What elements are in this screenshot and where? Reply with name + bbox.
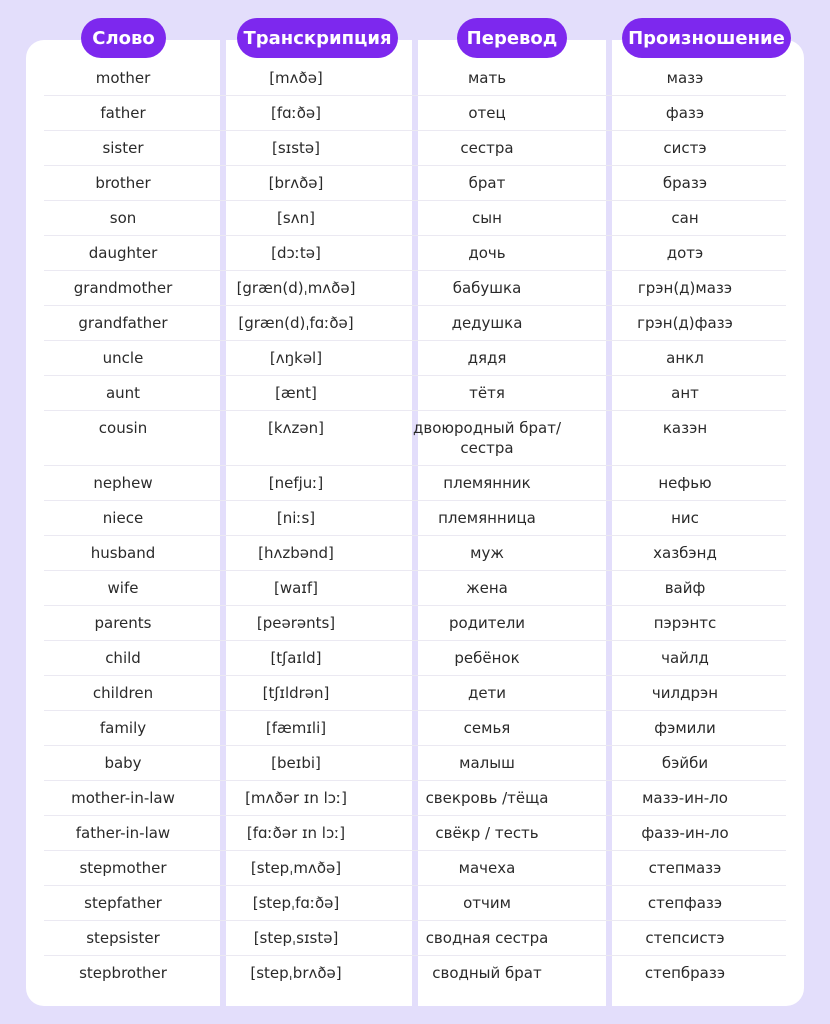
- transcription-cell: [fæmɪli]: [265, 719, 327, 737]
- table-row: [44, 571, 786, 606]
- word-cell: cousin: [98, 419, 148, 437]
- table-row: [44, 851, 786, 886]
- pronunciation-cell: грэн(д)фазэ: [637, 314, 733, 332]
- table-row: [44, 166, 786, 201]
- table-row: [44, 61, 786, 96]
- table-row: [44, 306, 786, 341]
- transcription-cell: [ænt]: [275, 384, 317, 402]
- word-cell: child: [105, 649, 141, 667]
- pronunciation-cell: нис: [671, 509, 699, 527]
- pronunciation-cell: степмазэ: [648, 859, 722, 877]
- word-cell: brother: [95, 174, 151, 192]
- pronunciation-cell: нефью: [658, 474, 712, 492]
- table-row: [44, 746, 786, 781]
- header-translation: Перевод: [457, 18, 567, 58]
- table-row: [44, 466, 786, 501]
- translation-cell: отец: [468, 104, 506, 122]
- translation-cell: отчим: [463, 894, 511, 912]
- transcription-cell: [nefjuː]: [268, 474, 324, 492]
- transcription-cell: [stepˌmʌðə]: [250, 859, 342, 877]
- translation-cell: свекровь /тёща: [425, 789, 549, 807]
- pronunciation-cell: ант: [671, 384, 699, 402]
- table-row: [44, 606, 786, 641]
- table-row: [44, 501, 786, 536]
- word-cell: stepbrother: [79, 964, 167, 982]
- word-cell: baby: [104, 754, 142, 772]
- translation-cell: жена: [466, 579, 508, 597]
- pronunciation-cell: казэн: [662, 419, 708, 437]
- header-pronunciation: Произношение: [622, 18, 791, 58]
- transcription-cell: [sʌn]: [277, 209, 315, 227]
- word-cell: mother: [95, 69, 151, 87]
- translation-cell: сестра: [460, 139, 514, 157]
- pronunciation-cell: степбразэ: [644, 964, 726, 982]
- table-row: [44, 411, 786, 466]
- word-cell: family: [99, 719, 147, 737]
- translation-cell: бабушка: [452, 279, 522, 297]
- transcription-cell: [brʌðə]: [268, 174, 324, 192]
- translation-cell: муж: [470, 544, 504, 562]
- table-row: [44, 96, 786, 131]
- header-word: Слово: [81, 18, 166, 58]
- pronunciation-cell: мазэ: [666, 69, 704, 87]
- translation-cell: дедушка: [451, 314, 523, 332]
- transcription-cell: [peərənts]: [256, 614, 336, 632]
- table-row: [44, 536, 786, 571]
- word-cell: aunt: [105, 384, 141, 402]
- transcription-cell: [stepˌsɪstə]: [253, 929, 339, 947]
- table-row: [44, 641, 786, 676]
- word-cell: mother-in-law: [71, 789, 175, 807]
- pronunciation-cell: фазэ-ин-ло: [641, 824, 729, 842]
- word-cell: niece: [102, 509, 144, 527]
- transcription-cell: [niːs]: [276, 509, 316, 527]
- word-cell: stepfather: [84, 894, 162, 912]
- word-cell: children: [92, 684, 154, 702]
- word-cell: grandmother: [73, 279, 173, 297]
- transcription-cell: [tʃaɪld]: [270, 649, 322, 667]
- pronunciation-cell: степсистэ: [645, 929, 725, 947]
- transcription-cell: [sɪstə]: [271, 139, 321, 157]
- pronunciation-cell: чайлд: [661, 649, 709, 667]
- translation-cell: племянница: [438, 509, 536, 527]
- pronunciation-cell: фазэ: [665, 104, 705, 122]
- word-cell: father-in-law: [75, 824, 171, 842]
- translation-cell: родители: [448, 614, 526, 632]
- transcription-cell: [mʌðə]: [269, 69, 323, 87]
- pronunciation-cell: дотэ: [666, 244, 704, 262]
- header-transcription: Транскрипция: [237, 18, 398, 58]
- transcription-cell: [stepˌfɑːðə]: [252, 894, 340, 912]
- pronunciation-cell: грэн(д)мазэ: [637, 279, 733, 297]
- pronunciation-cell: бразэ: [662, 174, 708, 192]
- transcription-cell: [fɑːðər ɪn lɔː]: [246, 824, 346, 842]
- translation-cell: сын: [472, 209, 502, 227]
- table-row: [44, 341, 786, 376]
- translation-cell: сводная сестра: [425, 929, 549, 947]
- translation-cell: двоюродный брат/ сестра: [412, 419, 561, 457]
- pronunciation-cell: анкл: [666, 349, 704, 367]
- table-row: [44, 711, 786, 746]
- word-cell: uncle: [102, 349, 144, 367]
- pronunciation-cell: чилдрэн: [651, 684, 719, 702]
- transcription-cell: [stepˌbrʌðə]: [250, 964, 342, 982]
- word-cell: husband: [90, 544, 156, 562]
- pronunciation-cell: фэмили: [654, 719, 716, 737]
- table-row: [44, 956, 786, 991]
- word-cell: nephew: [93, 474, 153, 492]
- translation-cell: свёкр / тесть: [435, 824, 539, 842]
- word-cell: parents: [94, 614, 152, 632]
- table-row: [44, 781, 786, 816]
- word-cell: wife: [107, 579, 139, 597]
- word-cell: sister: [102, 139, 144, 157]
- table-row: [44, 131, 786, 166]
- transcription-cell: [dɔːtə]: [271, 244, 321, 262]
- table-row: [44, 271, 786, 306]
- translation-cell: дядя: [467, 349, 507, 367]
- word-cell: father: [100, 104, 146, 122]
- word-cell: grandfather: [78, 314, 168, 332]
- translation-cell: дети: [467, 684, 507, 702]
- transcription-cell: [beɪbi]: [271, 754, 321, 772]
- table-row: [44, 236, 786, 271]
- pronunciation-cell: вайф: [664, 579, 706, 597]
- transcription-cell: [kʌzən]: [268, 419, 324, 437]
- word-cell: son: [109, 209, 137, 227]
- translation-cell: ребёнок: [454, 649, 520, 667]
- transcription-cell: [hʌzbənd]: [258, 544, 334, 562]
- translation-cell: сводный брат: [432, 964, 542, 982]
- translation-cell: племянник: [443, 474, 531, 492]
- table-row: [44, 676, 786, 711]
- table-row: [44, 376, 786, 411]
- transcription-cell: [tʃɪldrən]: [262, 684, 330, 702]
- transcription-cell: [græn(d)ˌfɑːðə]: [238, 314, 354, 332]
- word-cell: stepmother: [79, 859, 167, 877]
- pronunciation-cell: хазбэнд: [653, 544, 717, 562]
- translation-cell: мать: [467, 69, 507, 87]
- table-row: [44, 201, 786, 236]
- translation-cell: дочь: [468, 244, 506, 262]
- translation-cell: малыш: [459, 754, 515, 772]
- transcription-cell: [ʌŋkəl]: [269, 349, 323, 367]
- word-cell: stepsister: [86, 929, 160, 947]
- transcription-cell: [fɑːðə]: [271, 104, 321, 122]
- pronunciation-cell: бэйби: [661, 754, 709, 772]
- transcription-cell: [mʌðər ɪn lɔː]: [245, 789, 347, 807]
- table-row: [44, 921, 786, 956]
- table-row: [44, 886, 786, 921]
- vocabulary-table: [44, 61, 786, 991]
- pronunciation-cell: сан: [671, 209, 699, 227]
- translation-cell: тётя: [469, 384, 505, 402]
- table-row: [44, 816, 786, 851]
- word-cell: daughter: [88, 244, 158, 262]
- translation-cell: мачеха: [458, 859, 516, 877]
- transcription-cell: [waɪf]: [273, 579, 319, 597]
- translation-cell: брат: [468, 174, 506, 192]
- pronunciation-cell: пэрэнтс: [653, 614, 717, 632]
- translation-cell: семья: [463, 719, 511, 737]
- pronunciation-cell: систэ: [663, 139, 707, 157]
- pronunciation-cell: степфазэ: [647, 894, 723, 912]
- transcription-cell: [græn(d)ˌmʌðə]: [236, 279, 356, 297]
- pronunciation-cell: мазэ-ин-ло: [642, 789, 728, 807]
